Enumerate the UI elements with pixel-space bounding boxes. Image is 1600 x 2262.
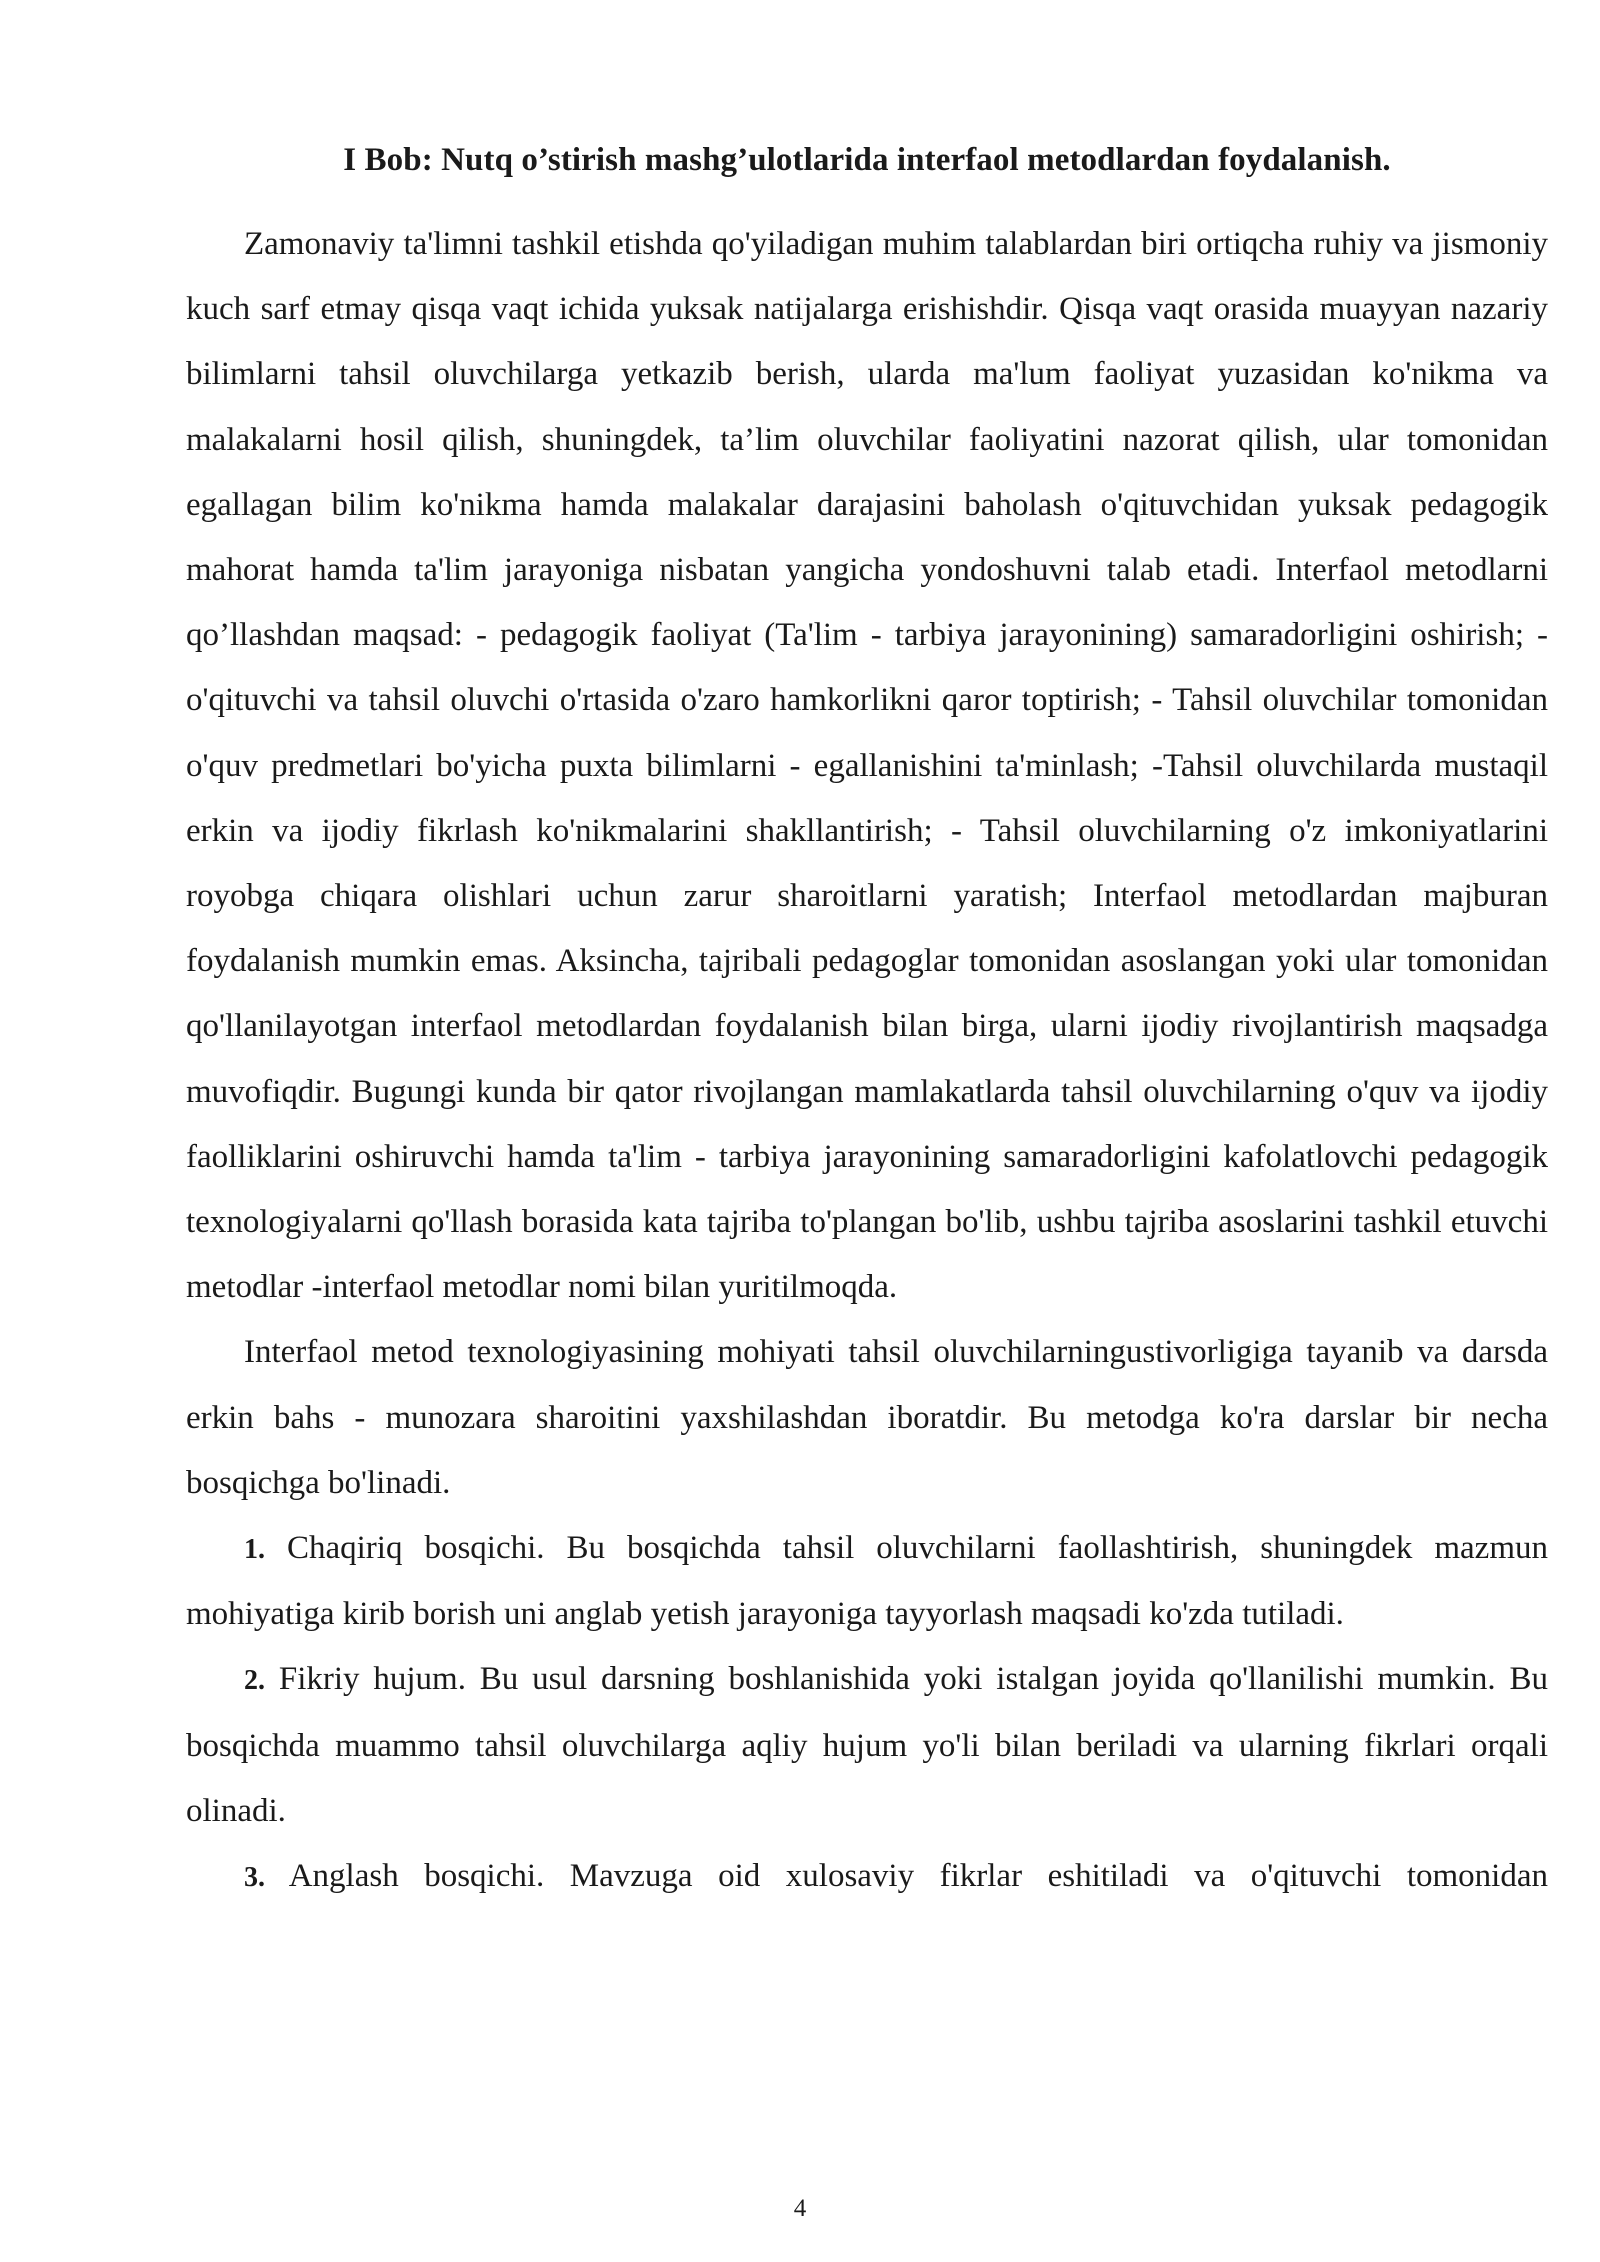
page-number: 4: [793, 2195, 807, 2222]
chapter-title: I Bob: Nutq o’stirish mashg’ulotlarida interfaol metodlardan foydalanish.: [343, 142, 1391, 178]
stage-number: 1.: [244, 1534, 265, 1566]
stage-item-2: [186, 1647, 1548, 1844]
stage-number: 3.: [244, 1862, 265, 1894]
document-page: [186, 118, 1548, 1910]
stage-item-1: [186, 1516, 1548, 1647]
stage-text: Chaqiriq bosqichi. Bu bosqichda tahsil oluvchilarni faollashtirish, shuningdek mazmun mohiyatiga kirib borish uni anglab yetish jarayoniga tayyorlash maqsadi ko'zda tutiladi.: [186, 1530, 1548, 1633]
stage-number: 2.: [244, 1665, 265, 1697]
stage-text: Anglash bosqichi. Mavzuga oid xulosaviy fikrlar eshitiladi va o'qituvchi tomonidan: [288, 1858, 1549, 1895]
intro-paragraph: Zamonaviy ta'limni tashkil etishda qo'yiladigan muhim talablardan biri ortiqcha ruhiy va jismoniy kuch sarf etmay qisqa vaqt ichida yuksak natijalarga erishishdir. Qisqa vaqt orasida muayyan nazariy bilimlarni tahsil oluvchilarga yetkazib berish, ularda ma'lum faoliyat yuzasidan ko'nikma va malakalarni hosil qilish, shuningdek, ta’lim oluvchilar faoliyatini nazorat qilish, ular tomonidan egallagan bilim ko'nikma hamda malakalar darajasini baholash o'qituvchidan yuksak pedagogik mahorat hamda ta'lim jarayoniga nisbatan yangicha yondoshuvni talab etadi. Interfaol metodlarni qo’llashdan maqsad: - pedagogik faoliyat (Ta'lim - tarbiya jarayonining) samaradorligini oshirish; - o'qituvchi va tahsil oluvchi o'rtasida o'zaro hamkorlikni qaror toptirish; - Tahsil oluvchilar tomonidan o'quv predmetlari bo'yicha puxta bilimlarni - egallanishini ta'minlash; -Tahsil oluvchilarda mustaqil erkin va ijodiy fikrlash ko'nikmalarini shakllantirish; - Tahsil oluvchilarning o'z imkoniyatlarini royobga chiqara olishlari uchun zarur sharoitlarni yaratish; Interfaol metodlardan majburan foydalanish mumkin emas. Aksincha, tajribali pedagoglar tomonidan asoslangan yoki ular tomonidan qo'llanilayotgan interfaol metodlardan foydalanish bilan birga, ularni ijodiy rivojlantirish maqsadga muvofiqdir. Bugungi kunda bir qator rivojlangan mamlakatlarda tahsil oluvchilarning o'quv va ijodiy faolliklarini oshiruvchi hamda ta'lim - tarbiya jarayonining samaradorligini kafolatlovchi pedagogik texnologiyalarni qo'llash borasida kata tajriba to'plangan bo'lib, ushbu tajriba asoslarini tashkil etuvchi metodlar -interfaol metodlar nomi bilan yuritilmoqda.: [186, 226, 1548, 1306]
method-paragraph: Interfaol metod texnologiyasining mohiyati tahsil oluvchilarningustivorligiga tayanib va darsda erkin bahs - munozara sharoitini yaxshilashdan iboratdir. Bu metodga ko'ra darslar bir necha bosqichga bo'linadi.: [186, 1334, 1548, 1501]
stage-item-3: [186, 1844, 1548, 1910]
stage-text: Fikriy hujum. Bu usul darsning boshlanishida yoki istalgan joyida qo'llanilishi mumkin. Bu bosqichda muammo tahsil oluvchilarga aqliy hujum yo'li bilan beriladi va ularning fikrlari orqali olinadi.: [186, 1661, 1548, 1829]
